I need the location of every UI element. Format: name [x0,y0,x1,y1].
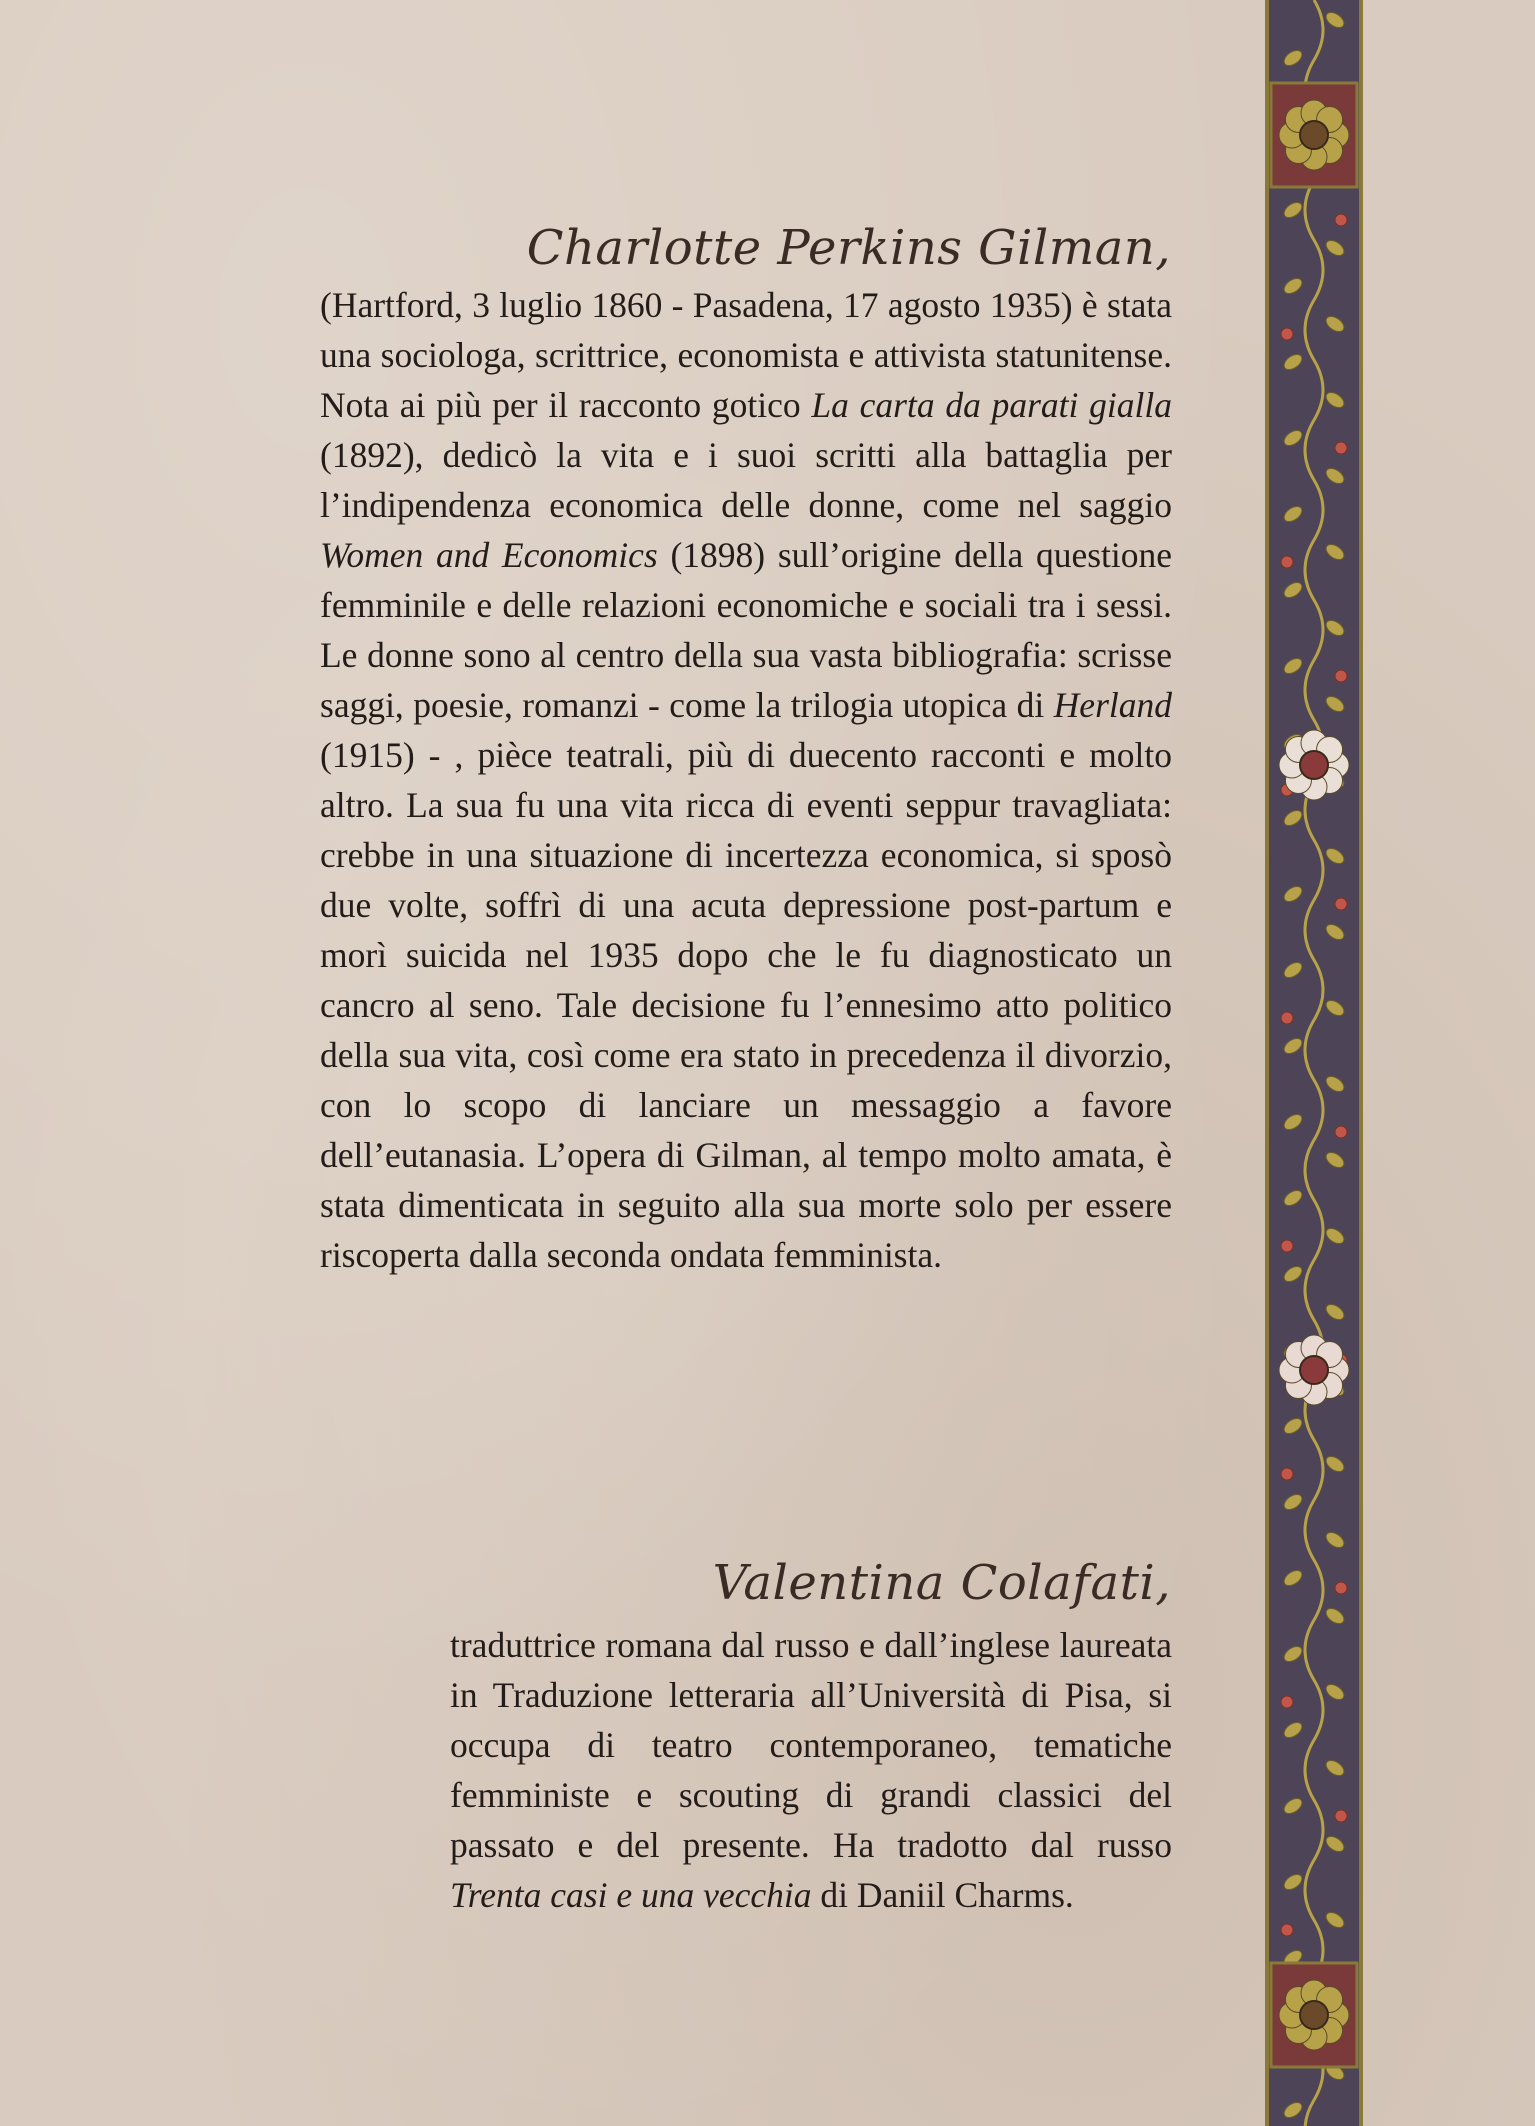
leaf-icon [1323,1909,1346,1930]
work-title-herland: Herland [1053,685,1172,725]
rose-center-icon [1300,121,1328,149]
leaf-icon [1323,465,1346,486]
leaf-icon [1323,389,1346,410]
leaf-icon [1323,1149,1346,1170]
bud-icon [1335,1810,1347,1822]
leaf-icon [1281,275,1304,296]
translator-name-colafati: Valentina Colafati, [712,1555,1171,1611]
bio-gilman-part-4: (1915) - , pièce teatrali, più di duecento racconti e molto altro. La sua fu una vita ricca di eventi seppur travagliata: crebbe in una situazione di incertezza economica, si sposò due volte, soffrì di una acuta depressione post-partum e morì suicida nel 1935 dopo che le fu diagnosticato un cancro al seno. Tale decisione fu l’ennesimo atto politico della sua vita, così come era stato in precedenza il divorzio, con lo scopo di lanciare un messaggio a favore dell’eutanasia. L’opera di Gilman, al tempo molto amata, è stata dimenticata in seguito alla sua morte solo per essere riscoperta dalla seconda ondata femminista. [320,735,1172,1275]
work-title-carta: La carta da parati gialla [811,385,1173,425]
leaf-icon [1323,1529,1346,1550]
leaf-icon [1323,1605,1346,1626]
leaf-icon [1323,617,1346,638]
leaf-icon [1281,1871,1304,1892]
bud-icon [1335,214,1347,226]
bio-colafati-intro: traduttrice romana dal russo e dall’inglese laureata in Traduzione letteraria all’Università di Pisa, si occupa di teatro contemporaneo, tematiche femministe e scouting di grandi classici del passato e del presente. Ha tradotto dal russo [450,1625,1172,1865]
leaf-icon [1323,313,1346,334]
leaf-icon [1323,1301,1346,1322]
rose-center-icon [1300,2001,1328,2029]
bio-gilman-intro: (Hartford, 3 luglio 1860 - Pasadena, 17 agosto 1935) è stata una sociologa, scrittrice, economista e attivista statunitense. Nota ai più per il racconto gotico [320,285,1172,425]
leaf-icon [1281,1795,1304,1816]
floral-vine-ornament [1269,0,1359,2126]
leaf-icon [1281,579,1304,600]
leaf-icon [1281,1035,1304,1056]
leaf-icon [1281,959,1304,980]
leaf-icon [1281,807,1304,828]
bud-icon [1335,1126,1347,1138]
bud-icon [1281,1696,1293,1708]
leaf-icon [1281,351,1304,372]
leaf-icon [1323,237,1346,258]
leaf-icon [1281,1491,1304,1512]
author-name-gilman: Charlotte Perkins Gilman, [526,220,1171,276]
rose-center-icon [1300,1356,1328,1384]
bud-icon [1281,1240,1293,1252]
leaf-icon [1281,1567,1304,1588]
floral-border [1265,0,1363,2126]
bud-icon [1281,1468,1293,1480]
leaf-icon [1281,503,1304,524]
leaf-icon [1323,1073,1346,1094]
author-bio-gilman [320,280,1172,1280]
leaf-icon [1281,1187,1304,1208]
bio-gilman-part-2: (1892), dedicò la vita e i suoi scritti alla battaglia per l’indipendenza economica delle donne, come nel saggio [320,435,1172,525]
leaf-icon [1323,1453,1346,1474]
leaf-icon [1281,47,1304,68]
leaf-icon [1281,427,1304,448]
leaf-icon [1323,997,1346,1018]
leaf-icon [1281,1111,1304,1132]
bud-icon [1281,328,1293,340]
translator-bio-colafati [450,1620,1172,1920]
bud-icon [1335,1582,1347,1594]
bud-icon [1335,898,1347,910]
bud-icon [1281,1012,1293,1024]
leaf-icon [1323,693,1346,714]
leaf-icon [1281,1643,1304,1664]
leaf-icon [1323,1681,1346,1702]
bud-icon [1281,556,1293,568]
bud-icon [1335,670,1347,682]
bio-colafati-end: di Daniil Charms. [811,1875,1074,1915]
bud-icon [1281,1924,1293,1936]
leaf-icon [1281,883,1304,904]
vine-stem [1305,0,1323,2126]
leaf-icon [1281,1263,1304,1284]
leaf-icon [1323,9,1346,30]
leaf-icon [1281,199,1304,220]
leaf-icon [1323,1757,1346,1778]
work-title-trenta-casi: Trenta casi e una vecchia [450,1875,812,1915]
leaf-icon [1281,1719,1304,1740]
leaf-icon [1281,2099,1304,2120]
leaf-icon [1281,1415,1304,1436]
rose-center-icon [1300,751,1328,779]
leaf-icon [1323,921,1346,942]
leaf-icon [1323,1833,1346,1854]
leaf-icon [1281,655,1304,676]
bud-icon [1335,442,1347,454]
leaf-icon [1323,1225,1346,1246]
bio-gilman-part-3: (1898) sull’origine della questione femminile e delle relazioni economiche e sociali tra i sessi. Le donne sono al centro della sua vasta bibliografia: scrisse saggi, poesie, romanzi - come la trilogia utopica di [320,535,1172,725]
leaf-icon [1323,541,1346,562]
leaf-icon [1323,845,1346,866]
work-title-women-economics: Women and Economics [320,535,658,575]
